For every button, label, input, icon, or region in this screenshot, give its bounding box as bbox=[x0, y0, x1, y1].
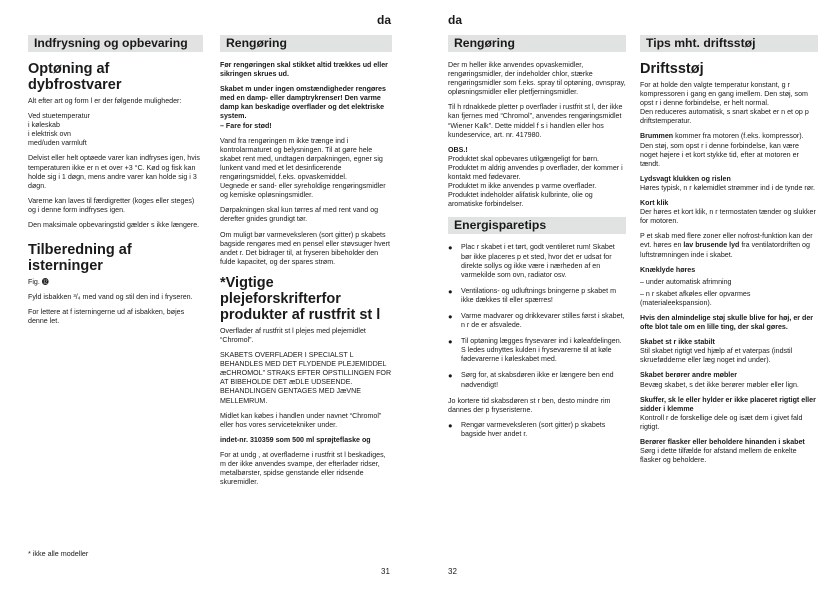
warning-unplug: Før rengøringen skal stikket altid trækkes ud eller sikringen skrues ud. bbox=[220, 61, 388, 79]
cleaning-avoid-agents: Der m heller ikke anvendes opvaskemidler, rengøringsmidler, der indeholder chlor, stærke rengøringsmidler som f.eks. spray til optøning, ovnspray, opløsningsmidler eller pletfjerningsmidler. bbox=[448, 61, 626, 97]
noise-gurgle bbox=[640, 175, 818, 193]
energy-tip: ● Sørg for, at skabsdøren ikke er længere ben end nødvendigt! bbox=[448, 371, 626, 389]
obs-title: OBS.! bbox=[448, 145, 468, 154]
noise-crack-2: – n r skabet afkøles eller opvarmes (materialeekspansion). bbox=[640, 289, 751, 307]
noise-rush bbox=[640, 232, 818, 259]
energy-tip: ● Plac r skabet i et tørt, godt ventileret rum! Skabet bør ikke placeres p et sted, hvor det er udsat for direkte sollys og ikke være i nærheden af en varmekilde som ovn, radiator osv. bbox=[448, 243, 626, 279]
warning-steam: Skabet m under ingen omstændigheder rengøres med en damp- eller damptrykrenser! Den varme damp kan beskadige overflader og det elektriske system. – Fare for stød! bbox=[220, 85, 386, 130]
noise-unstable bbox=[640, 338, 818, 365]
noise-click-text: Der høres et kort klik, n r termostaten tænder og slukker for motoren. bbox=[640, 208, 816, 226]
section-band-cleaning-2: Rengøring bbox=[448, 35, 626, 52]
ice-release: For lettere at f isterningerne ud af isbakken, bøjes denne let. bbox=[28, 308, 185, 326]
noise-gurgle-title: Lydsvagt klukken og rislen bbox=[640, 174, 731, 183]
cleaning-wiener-kalk: Til h rdnakkede pletter p overflader i rustfrit st l, der ikke kan fjernes med “Chromol”, anvendes rengøringsmidlet “Wiener Kalk”. Dette middel f s i handlen eller hos kundeservice, art. nr. 417980. bbox=[448, 103, 623, 139]
noise-furniture-title: Skabet berører andre møbler bbox=[640, 371, 737, 380]
noise-hum-text: kommer fra motoren (f.eks. kompressor). Den støj, som opst r i denne forbindelse, kan være noget højere i et kort stykke tid, efter at motoren er tændt. bbox=[640, 132, 804, 168]
noise-rush-b: lav brusende lyd bbox=[683, 241, 740, 250]
energy-tip: ● Varme madvarer og drikkevarer stilles først i skabet, n r de er afsvalede. bbox=[448, 312, 626, 330]
cleaning-heat-exchanger: Om muligt bør varmeveksleren (sort gitter) p skabets bagside rengøres med en pensel eller støvsuger hvert andet r. Det bidrager til, at fryseren bibeholder den fulde kapacitet, og der spares strøm. bbox=[220, 230, 390, 266]
column-cleaning-energy bbox=[448, 35, 626, 446]
heading-ice-cubes: Tilberedning af isterninger bbox=[28, 242, 132, 275]
energy-tip: ● Ventilations- og udluftnings bningerne p skabet m ikke dækkes til eller spærres! bbox=[448, 287, 626, 305]
heading-thawing: Optøning af dybfrostvarer bbox=[28, 61, 122, 93]
thaw-options: Ved stuetemperatur i køleskab i elektrisk ovn med/uden varmluft bbox=[28, 112, 90, 148]
heading-noise: Driftsstøj bbox=[640, 61, 704, 77]
section-band-energy: Energisparetips bbox=[448, 217, 626, 234]
care-purchase: Midlet kan købes i handlen under navnet “Chromol” eller hos vores servicetekniker under. bbox=[220, 411, 382, 429]
ice-fill: Fyld isbakken ³/₄ med vand og stil den ind i fryseren. bbox=[28, 293, 193, 302]
noise-intro: For at holde den valgte temperatur konstant, g r kompressoren i gang en gang imellem. Den støj, som opst r i denne forbindelse, er helt normal. Den reduceres automatisk, s snart skabet er n et op p driftstemperatur. bbox=[640, 81, 809, 126]
noise-bold-note: Hvis den almindelige støj skulle blive for høj, er der ofte blot tale om en lille ting, der skal gøres. bbox=[640, 313, 814, 332]
noise-unstable-text: Stil skabet rigtigt ved hjælp af et vaterpas (indstil skruefødderne eller læg noget ind under). bbox=[640, 347, 793, 365]
care-chromol: Overflader af rustfrit st l plejes med plejemidlet “Chromol”. bbox=[220, 326, 366, 344]
noise-bottles-text: Sørg i dette tilfælde for afstand mellem de enkelte flasker og beholdere. bbox=[640, 447, 797, 465]
column-noise bbox=[640, 35, 818, 471]
energy-tip: ● Til optøning lægges frysevarer ind i køleafdelingen. S ledes udnyttes kulden i frysevarerne til at køle fødevarerne i køleskabet med. bbox=[448, 337, 626, 364]
footnote: * ikke alle modeller bbox=[28, 549, 89, 558]
noise-bottles bbox=[640, 438, 818, 465]
noise-drawers-text: Kontroll r de forskellige dele og isæt dem i givet fald rigtigt. bbox=[640, 413, 803, 431]
noise-click bbox=[640, 199, 818, 226]
energy-door-note: Jo kortere tid skabsdøren st r ben, desto mindre rim dannes der p fryseristerne. bbox=[448, 396, 611, 414]
cleaning-gasket: Dørpakningen skal kun tørres af med rent vand og derefter gnides grundigt tør. bbox=[220, 206, 379, 224]
noise-click-title: Kort klik bbox=[640, 199, 669, 208]
lang-label-right: da bbox=[448, 13, 463, 27]
ice-fig-ref: Fig. ⓬ bbox=[28, 278, 49, 287]
section-band-cleaning: Rengøring bbox=[220, 35, 392, 52]
section-band-freezing: Indfrysning og opbevaring bbox=[28, 35, 203, 52]
noise-bottles-title: Berører flasker eller beholdere hinanden i skabet bbox=[640, 438, 805, 446]
column-cleaning bbox=[220, 35, 392, 493]
care-avoid: For at undg , at overfladerne i rustfrit st l beskadiges, m der ikke anvendes svampe, der efterlader ridser, metalbørster, spidse genstande eller ridsende skuremidler. bbox=[220, 450, 386, 487]
page-number-31: 31 bbox=[381, 567, 390, 576]
noise-furniture bbox=[640, 371, 818, 389]
care-article-number: indet-nr. 310359 som 500 ml sprøjteflaske og bbox=[220, 435, 371, 444]
noise-drawers-title: Skuffer, sk le eller hylder er ikke placeret rigtigt eller sidder i klemme bbox=[640, 395, 816, 413]
noise-crack-title: Knæklyde høres bbox=[640, 265, 696, 274]
energy-tip: ● Rengør varmeveksleren (sort gitter) p skabets bagside hver andet r. bbox=[448, 421, 626, 439]
noise-rush-a: P et skab med flere zoner eller nofrost-funktion kan der evt. høres en bbox=[640, 232, 813, 250]
obs-text: Produktet skal opbevares utilgængeligt for børn. Produktet m aldrig anvendes p overflader, der kommer i kontakt med fødevarer. Produktet m ikke anvendes p varme overflader. Produktet indeholder alifatisk kulbrinte, olie og aromatiske forbindelser. bbox=[448, 154, 623, 209]
section-band-noise: Tips mht. driftsstøj bbox=[640, 35, 818, 52]
noise-unstable-title: Skabet st r ikke stabilt bbox=[640, 338, 715, 347]
noise-furniture-text: Bevæg skabet, s det ikke berører møbler eller lign. bbox=[640, 380, 799, 389]
thaw-cooking: Varerne kan laves til færdigretter (koges eller steges) og i denne form indfryses igen. bbox=[28, 196, 195, 214]
thaw-storage-time: Den maksimale opbevaringstid gælder s ikke længere. bbox=[28, 221, 200, 230]
lang-label-left: da bbox=[377, 13, 392, 27]
noise-crack-1: – under automatisk afrimning bbox=[640, 277, 732, 286]
cleaning-water: Vand fra rengøringen m ikke trænge ind i kontrolarmaturet og belysningen. Til at gøre hele skabet rent med, undtagen dørpakningen, egner sig lunkent vand med et let desinficerende rengøringsmiddel, f.eks. opvaskemiddel. Uegnede er sand- eller syreholdige rengøringsmidler og kemiske opløsningsmidler. bbox=[220, 136, 386, 200]
thaw-intro: Alt efter art og form l er der følgende muligheder: bbox=[28, 97, 182, 105]
heading-care-stainless: *Vigtige plejeforskrifterfor produkter af rustfrit st l bbox=[220, 274, 381, 323]
thaw-refreeze: Delvist eller helt optøede varer kan indfryses igen, hvis temperaturen ikke er n et over +3 °C. Kød og fisk kan holde sig i 1 døgn, mens andre varer kan holde sig i 3 døgn. bbox=[28, 154, 200, 190]
page-number-32: 32 bbox=[448, 567, 457, 576]
noise-drawers bbox=[640, 396, 818, 432]
noise-hum bbox=[640, 132, 818, 168]
noise-hum-title: Brummen bbox=[640, 132, 674, 141]
column-freezing bbox=[28, 35, 203, 333]
noise-rush-c: fra ventilatordriften og luftstrømningen inde i skabet. bbox=[640, 241, 810, 259]
noise-gurgle-text: Høres typisk, n r kølemidlet strømmer ind i de tynde rør. bbox=[640, 183, 816, 192]
care-caps: SKABETS OVERFLADER I SPECIALST L BEHANDLES MED DET FLYDENDE PLEJEMIDDEL æCHROMOL” STRAKS EFTER OPSTILLINGEN FOR AT BIBEHOLDE DET æDLE UDSEENDE. BEHANDLINGEN GENTAGES MED JæVNE MELLEMRUM. bbox=[220, 351, 392, 405]
